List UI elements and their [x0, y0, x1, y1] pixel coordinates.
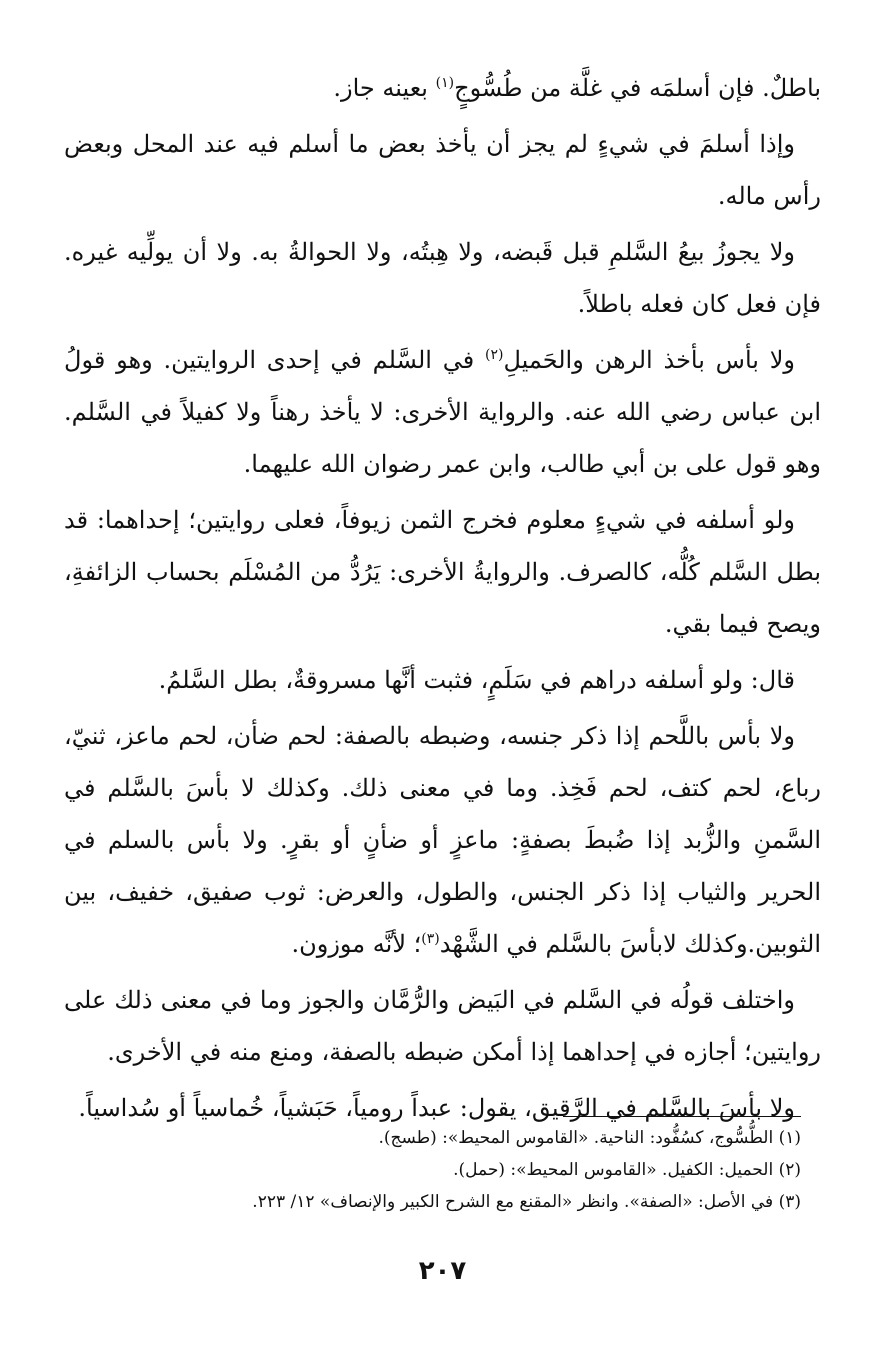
footnote-1: (١) الطُّسُّوج، كسُفُّود: الناحية. «القاموس المحيط»: (طسج).	[378, 1128, 801, 1148]
paragraph-1: باطلٌ. فإن أسلمَه في غلَّة من طُسُّوجٍ$^{(١)}$ بعينه جاز.	[333, 74, 821, 102]
footnote-ref-2[interactable]: (٢)	[484, 347, 504, 363]
footnotes	[64, 1122, 801, 1218]
footnote-3: (٣) في الأصل: «الصفة». وانظر «المقنع مع الشرح الكبير والإنصاف» ١٢/ ٢٢٣.	[252, 1192, 801, 1212]
page-number: ٢٠٧	[418, 1256, 467, 1286]
paragraph-5: ولو أسلفه في شيءٍ معلوم فخرج الثمن زيوفاً، فعلى روايتين؛ إحداهما: قد بطل السَّلم كُلُّه، كالصرف. والروايةُ الأخرى: يَرُدُّ من المُسْلَم بحساب الزائفةِ، ويصح فيما بقي.	[64, 506, 821, 638]
paragraph-2: وإذا أسلمَ في شيءٍ لم يجز أن يأخذ بعض ما أسلم فيه عند المحل وبعض رأس ماله.	[64, 130, 821, 210]
footnote-ref-1[interactable]: (١)	[435, 75, 455, 91]
footnote-ref-3[interactable]: (٣)	[421, 931, 440, 947]
paragraph-9: ولا بأسَ بالسَّلم في الرَّقيق، يقول: عبداً رومياً، حَبَشياً، خُماسياً أو سُداسياً.	[78, 1094, 795, 1122]
paragraph-3: ولا يجوزُ بيعُ السَّلمِ قبل قَبضه، ولا هِبتُه، ولا الحوالةُ به. ولا أن يولِّيه غيره. فإن فعل كان فعله باطلاً.	[64, 238, 821, 318]
paragraph-6: قال: ولو أسلفه دراهم في سَلَمٍ، فثبت أنَّها مسروقةٌ، بطل السَّلمُ.	[158, 666, 795, 694]
footnote-2: (٢) الحميل: الكفيل. «القاموس المحيط»: (حمل).	[453, 1160, 801, 1180]
paragraph-7: ولا بأس باللَّحم إذا ذكر جنسه، وضبطه بالصفة: لحم ضأن، لحم ماعز، ثنيّ، رباع، لحم كتف، لحم فَخِذ. وما في معنى ذلك. وكذلك لا بأسَ بالسَّلم في السَّمنِ والزُّبد إذا ضُبطَ بصفةٍ: ماعزٍ أو ضأنٍ أو بقرٍ. ولا بأس بالسلم في الحرير والثياب إذا ذكر الجنس، والطول، والعرض: ثوب صفيق، خفيف، بين الثوبين.وكذلك لابأسَ بالسَّلم في الشَّهْد$^{(٣)}$؛ لأنَّه موزون.	[64, 722, 821, 958]
paragraph-4: ولا بأس بأخذ الرهن والحَميلِ$^{(٢)}$ في السَّلم في إحدى الروايتين. وهو قولُ ابن عباس رضي الله عنه. والرواية الأخرى: لا يأخذ رهناً ولا كفيلاً في السَّلم. وهو قول على بن أبي طالب، وابن عمر رضوان الله عليهما.	[64, 346, 821, 478]
footnote-divider	[563, 1116, 801, 1117]
paragraph-8: واختلف قولُه في السَّلم في البَيض والرُّمَّان والجوز وما في معنى ذلك على روايتين؛ أجازه في إحداهما إذا أمكن ضبطه بالصفة، ومنع منه في الأخرى.	[64, 986, 821, 1066]
